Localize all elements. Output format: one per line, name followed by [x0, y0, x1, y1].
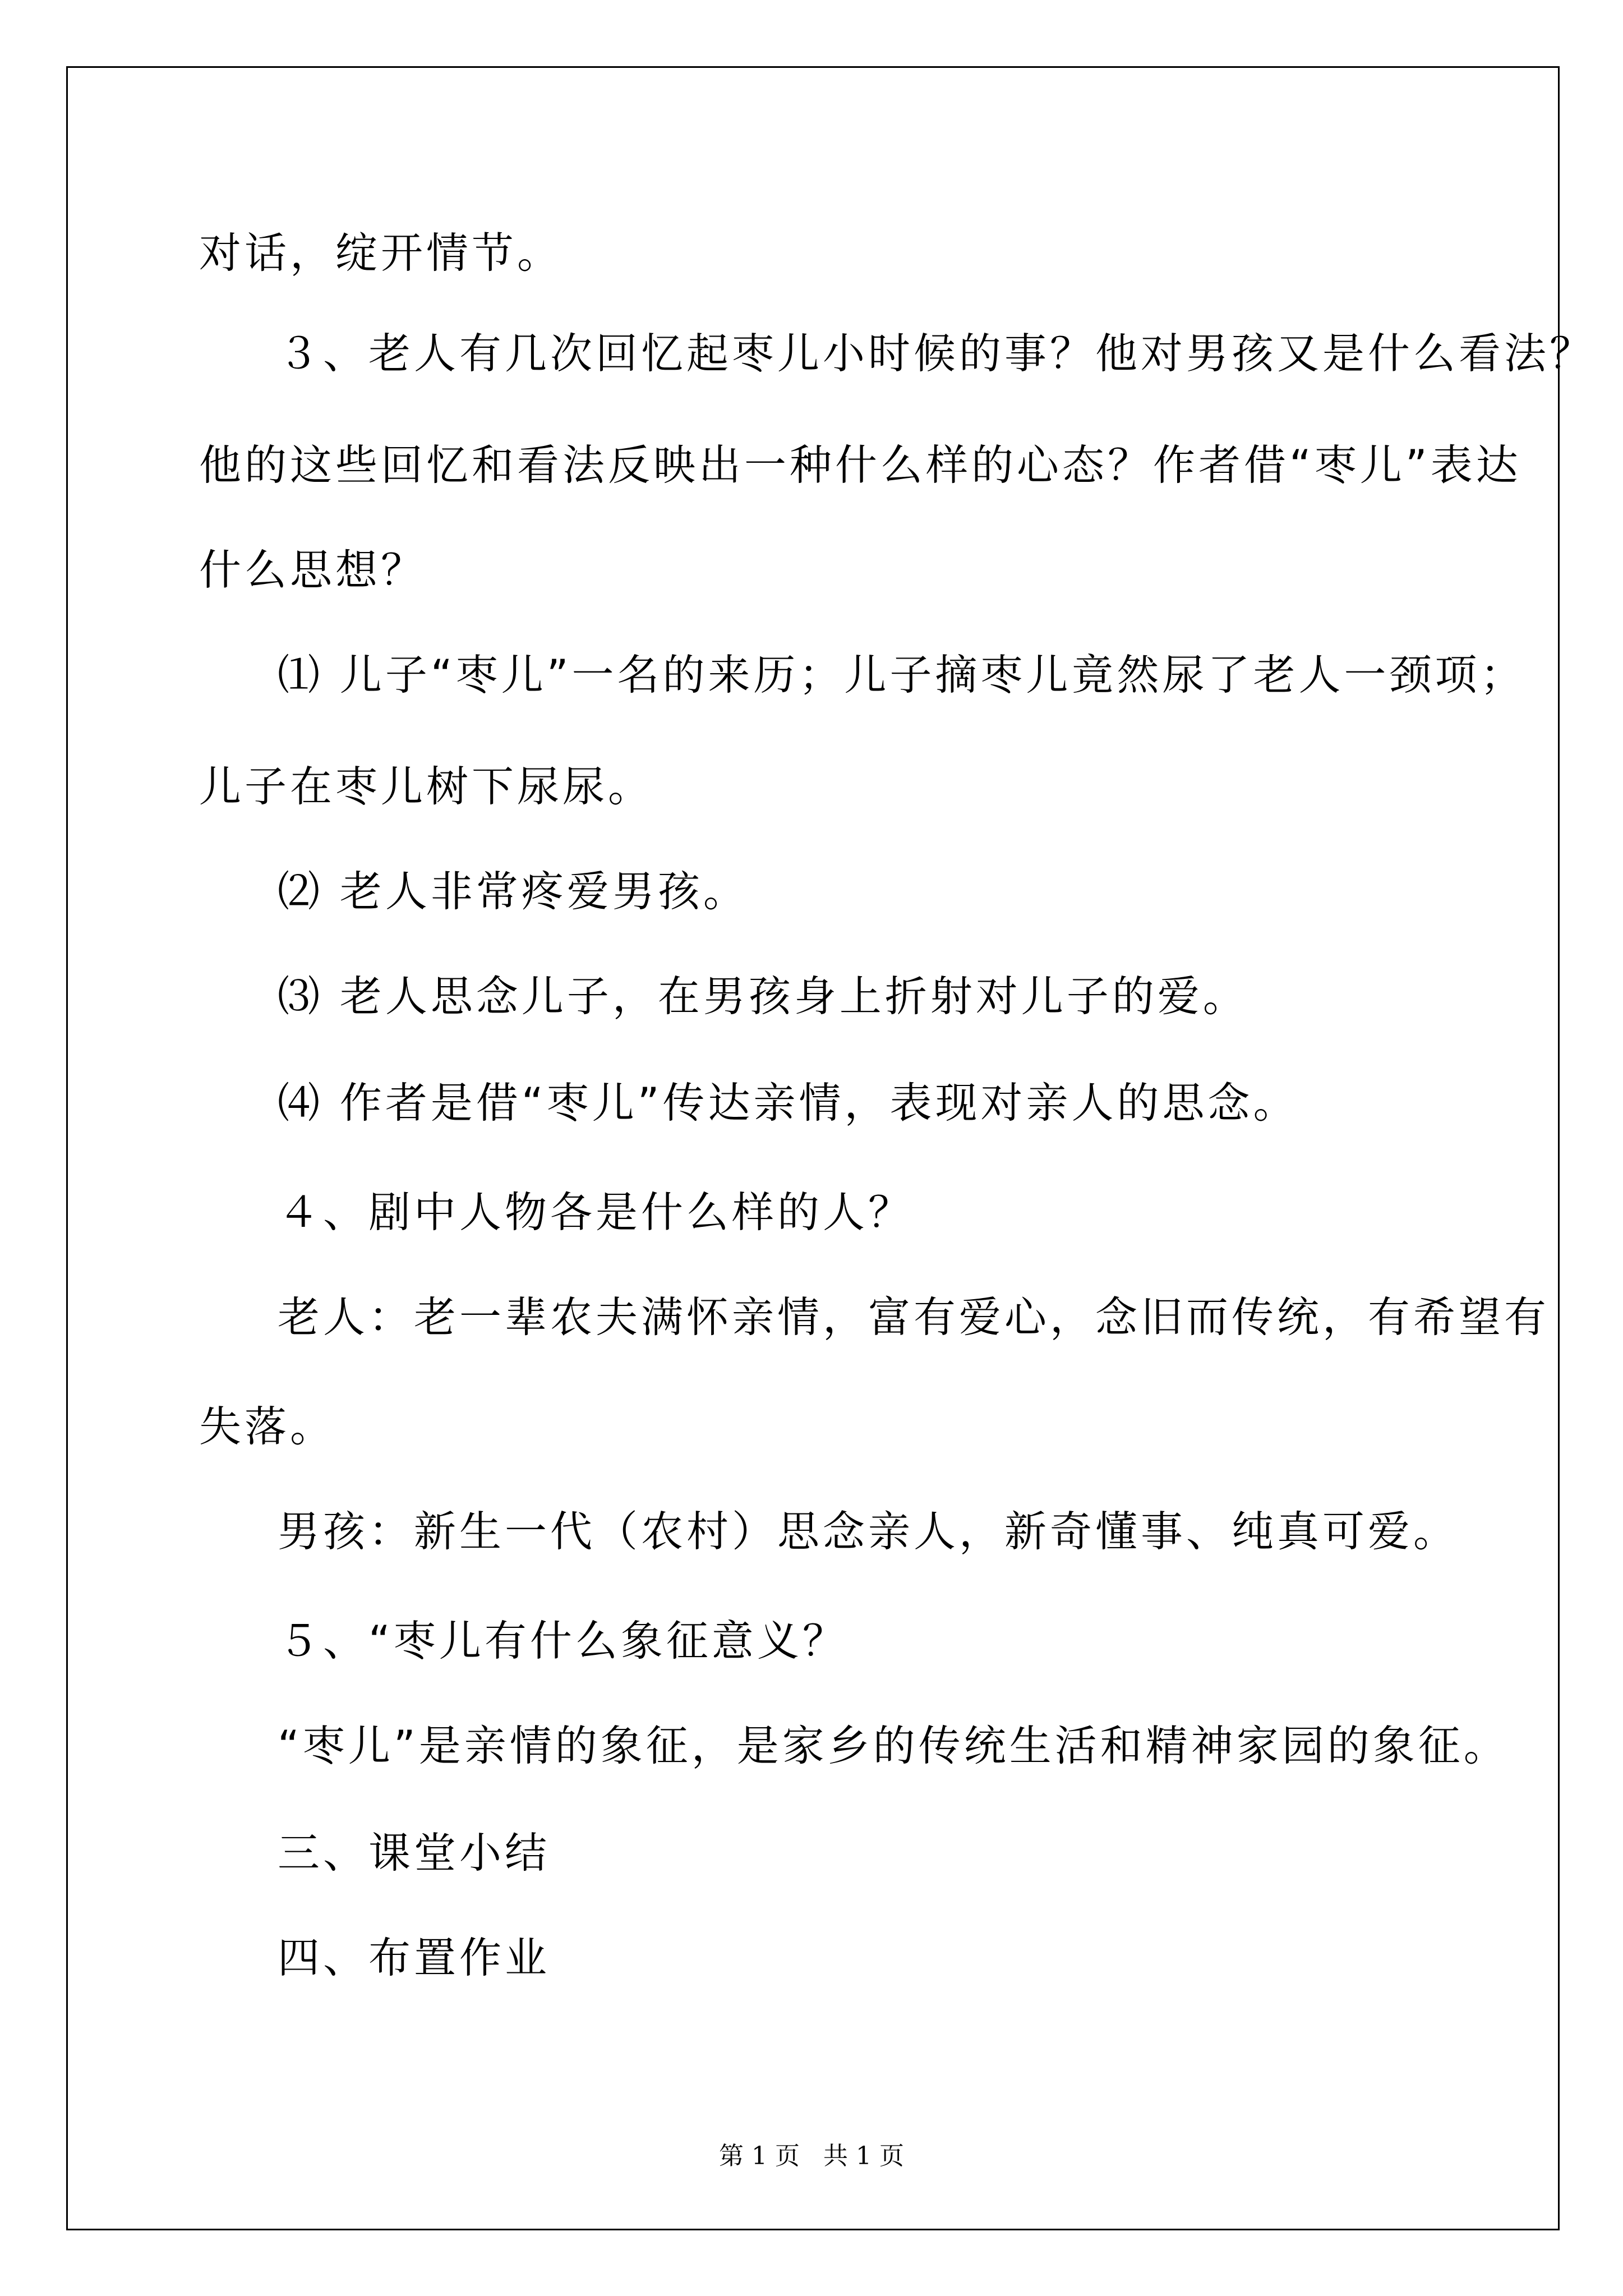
text-line-13: 男孩：新生一代（农村）思念亲人，新奇懂事、纯真可爱。	[278, 1507, 1459, 1556]
text-line-3: 他的这些回忆和看法反映出一种什么样的心态？作者借“枣儿”表达	[199, 440, 1521, 490]
page-border	[66, 66, 1560, 2230]
text-line-1: 对话，绽开情节。	[199, 228, 563, 278]
text-line-7: ⑵ 老人非常疼爱男孩。	[278, 867, 749, 916]
text-line-6: 儿子在枣儿树下尿尿。	[199, 762, 654, 811]
text-line-14: ５、“枣儿有什么象征意义？	[278, 1616, 848, 1665]
page-number-footer: 第 1 页 共 1 页	[719, 2142, 904, 2170]
text-line-17: 四、布置作业	[278, 1933, 551, 1982]
text-line-16: 三、课堂小结	[278, 1828, 551, 1878]
text-line-15: “枣儿”是亲情的象征，是家乡的传统生活和精神家园的象征。	[278, 1721, 1509, 1770]
text-line-2: ３、老人有几次回忆起枣儿小时候的事？他对男孩又是什么看法？	[278, 329, 1596, 378]
text-line-8: ⑶ 老人思念儿子，在男孩身上折射对儿子的爱。	[278, 972, 1248, 1021]
text-line-5: ⑴ 儿子“枣儿”一名的来历；儿子摘枣儿竟然尿了老人一颈项；	[278, 650, 1526, 700]
text-line-11: 老人：老一辈农夫满怀亲情，富有爱心，念旧而传统，有希望有	[278, 1292, 1550, 1342]
text-line-4: 什么思想？	[199, 545, 427, 595]
text-line-10: ４、剧中人物各是什么样的人？	[278, 1188, 914, 1237]
text-line-9: ⑷ 作者是借“枣儿”传达亲情，表现对亲人的思念。	[278, 1078, 1299, 1128]
text-line-12: 失落。	[199, 1402, 336, 1451]
